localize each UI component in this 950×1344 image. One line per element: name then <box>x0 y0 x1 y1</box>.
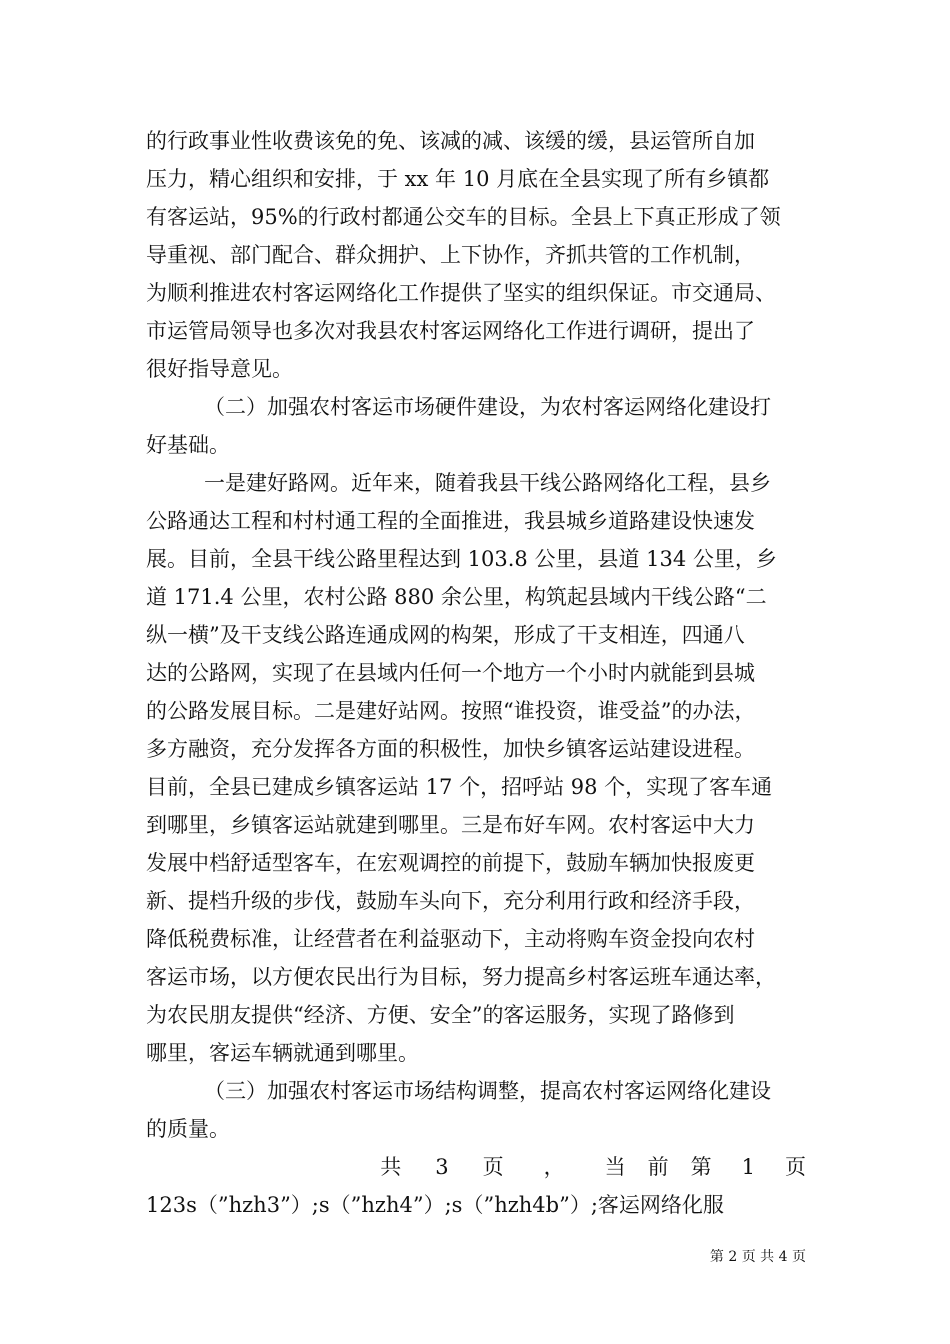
paragraph-line: 达的公路网，实现了在县域内任何一个地方一个小时内就能到县城 <box>146 661 755 685</box>
paragraph-line: 的行政事业性收费该免的免、该减的减、该缓的缓，县运管所自加 <box>146 129 755 153</box>
paragraph-line: 到哪里，乡镇客运站就建到哪里。三是布好车网。农村客运中大力 <box>146 813 755 837</box>
page-count-token: 前 <box>647 1155 669 1179</box>
page-count-token: 当 <box>604 1155 626 1179</box>
paragraph-line: 多方融资，充分发挥各方面的积极性，加快乡镇客运站建设进程。 <box>146 737 755 761</box>
paragraph-line: 目前，全县已建成乡镇客运站 17 个，招呼站 98 个，实现了客车通 <box>146 775 773 799</box>
page-count-token: 页 <box>785 1155 806 1179</box>
paragraph-line: 哪里，客运车辆就通到哪里。 <box>146 1041 419 1065</box>
paragraph-line: 市运管局领导也多次对我县农村客运网络化工作进行调研，提出了 <box>146 319 755 343</box>
paragraph-line: 压力，精心组织和安排，于 xx 年 10 月底在全县实现了所有乡镇都 <box>146 167 770 191</box>
paragraph-line: 为顺利推进农村客运网络化工作提供了坚实的组织保证。市交通局、 <box>146 281 776 305</box>
paragraph-line: 展。目前，全县干线公路里程达到 103.8 公里，县道 134 公里，乡 <box>146 547 777 571</box>
paragraph-line: 客运市场，以方便农民出行为目标，努力提高乡村客运班车通达率， <box>146 965 776 989</box>
paragraph-line: 道 171.4 公里，农村公路 880 余公里，构筑起县域内干线公路“二 <box>146 585 767 609</box>
paragraph-line: 新、提档升级的步伐，鼓励车头向下，充分利用行政和经济手段， <box>146 889 755 913</box>
paragraph-line: 纵一横”及干支线公路连通成网的构架，形成了干支相连，四通八 <box>146 623 745 647</box>
section-heading: （二）加强农村客运市场硬件建设，为农村客运网络化建设打 <box>204 395 771 419</box>
page-count-token: 第 <box>690 1155 712 1179</box>
section-heading: 好基础。 <box>146 433 230 457</box>
page-footer: 第 2 页 共 4 页 <box>709 1249 806 1265</box>
page-count-token: 3 <box>435 1155 449 1179</box>
page-count-token: 页 <box>482 1155 504 1179</box>
paragraph-line: 导重视、部门配合、群众拥护、上下协作，齐抓共管的工作机制， <box>146 243 755 267</box>
page-count-token: 共 <box>380 1155 402 1179</box>
paragraph-line: 为农民朋友提供“经济、方便、安全”的客运服务，实现了路修到 <box>146 1003 735 1027</box>
page-count-line <box>146 1152 806 1182</box>
paragraph-line: 的公路发展目标。二是建好站网。按照“谁投资，谁受益”的办法， <box>146 699 756 723</box>
paragraph-line: 很好指导意见。 <box>146 357 293 381</box>
page-count-token: 1 <box>741 1155 755 1179</box>
paragraph-line: 有客运站，95%的行政村都通公交车的目标。全县上下真正形成了领 <box>146 205 781 229</box>
paragraph-line: 降低税费标准，让经营者在利益驱动下，主动将购车资金投向农村 <box>146 927 755 951</box>
section-heading: （三）加强农村客运市场结构调整，提高农村客运网络化建设 <box>204 1079 771 1103</box>
page-count-token: ， <box>543 1155 565 1179</box>
trailing-line: 123s（”hzh3”）;s（”hzh4”）;s（”hzh4b”）;客运网络化服 <box>146 1193 724 1217</box>
paragraph-line: 公路通达工程和村村通工程的全面推进，我县城乡道路建设快速发 <box>146 509 755 533</box>
section-heading: 的质量。 <box>146 1117 230 1141</box>
paragraph-line: 发展中档舒适型客车，在宏观调控的前提下，鼓励车辆加快报废更 <box>146 851 755 875</box>
paragraph-line: 一是建好路网。近年来，随着我县干线公路网络化工程，县乡 <box>204 471 771 495</box>
